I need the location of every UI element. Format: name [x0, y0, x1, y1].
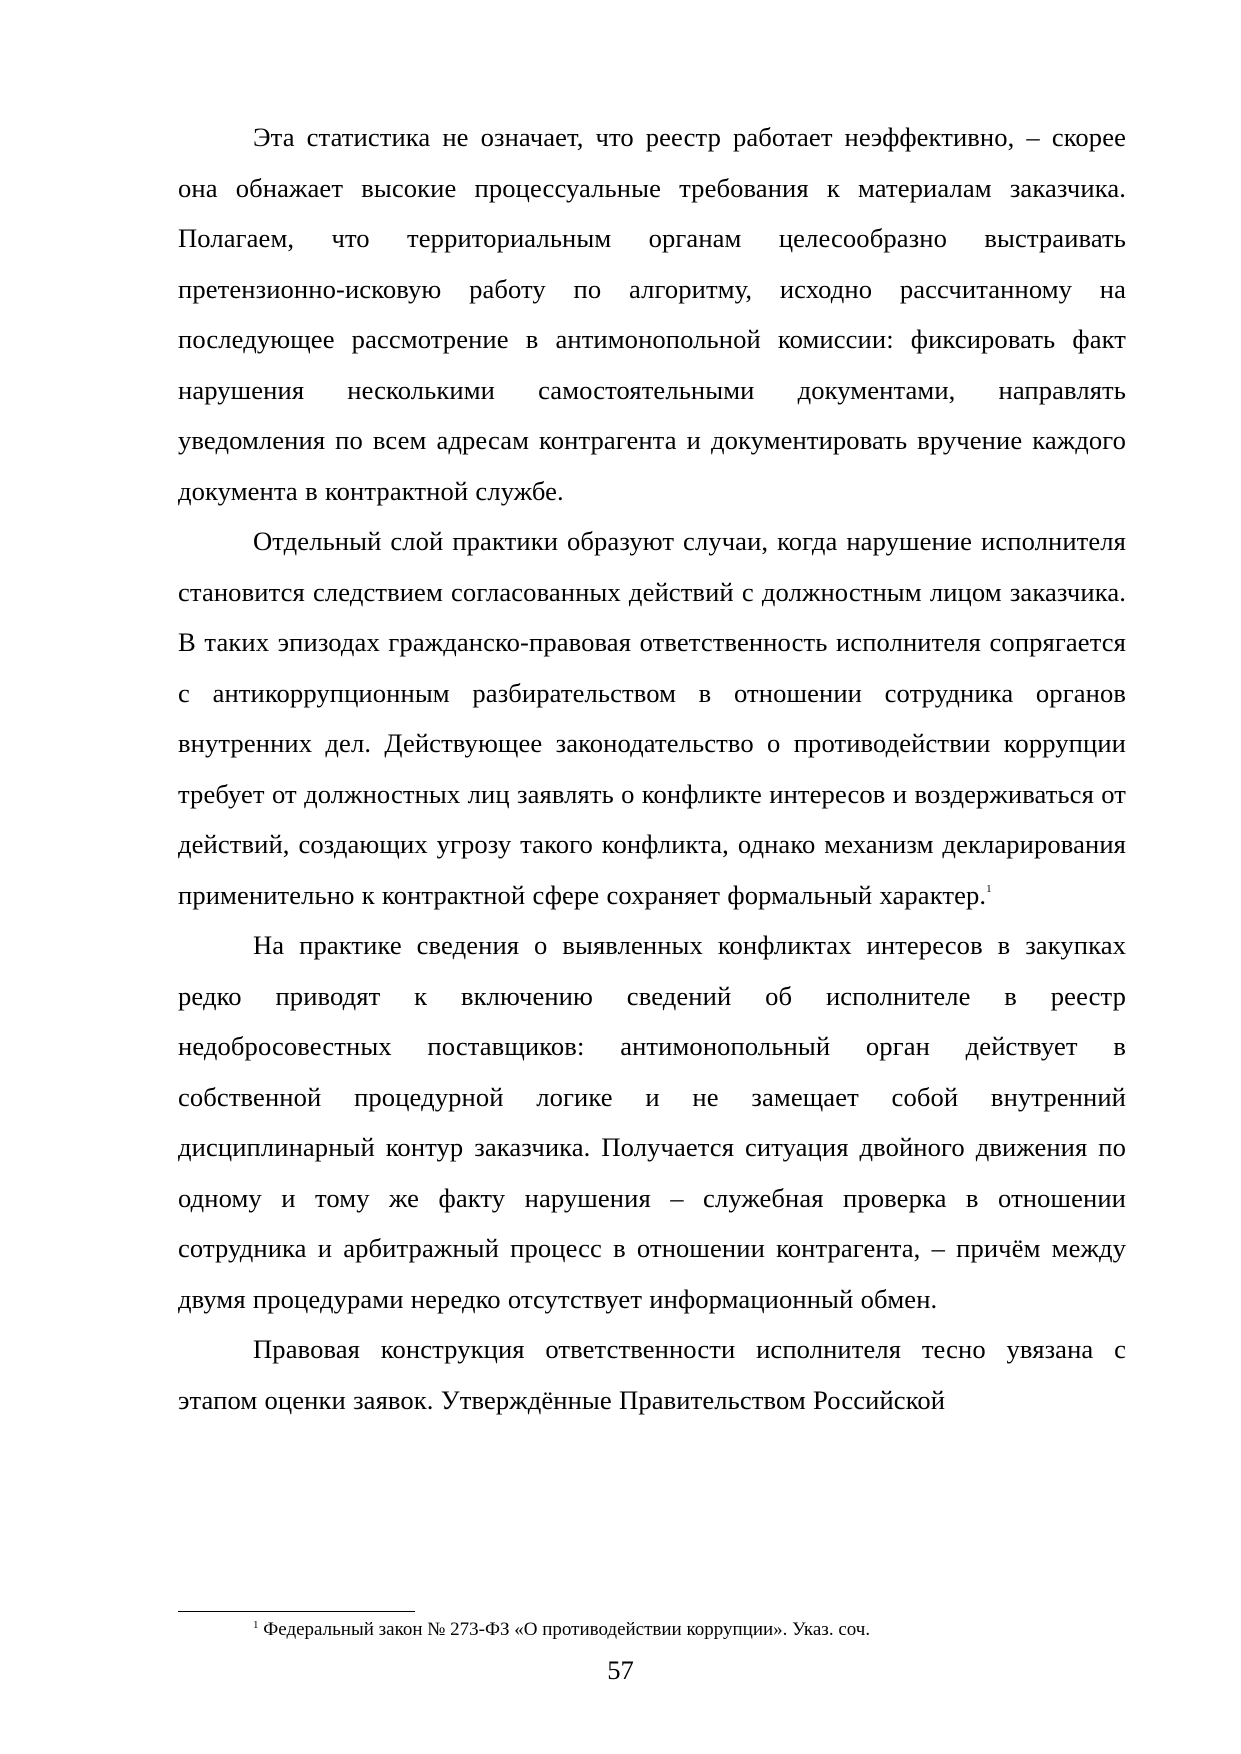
- footnote-separator: [178, 1611, 415, 1612]
- paragraph: [178, 1324, 1126, 1425]
- paragraph-text: На практике сведения о выявленных конфликтах интересов в закупках редко приводят к включению сведений об исполнителе в реестр недобросовестных поставщиков: антимонопольный орган действует в собственной процедурной логике и не замещает собой внутренний дисциплинарный контур заказчика. Получается ситуация двойного движения по одному и тому же факту нарушения – служебная проверка в отношении сотрудника и арбитражный процесс в отношении контрагента, – причём между двумя процедурами нередко отсутствует информационный обмен.: [178, 930, 1126, 1314]
- page-number: 57: [607, 1655, 634, 1685]
- paragraph-text: Эта статистика не означает, что реестр работает неэффективно, – скорее она обнажает высокие процессуальные требования к материалам заказчика. Полагаем, что территориальным органам целесообразно выстраивать претензионно-исковую работу по алгоритму, исходно рассчитанному на последующее рассмотрение в антимонопольной комиссии: фиксировать факт нарушения несколькими самостоятельными документами, направлять уведомления по всем адресам контрагента и документировать вручение каждого документа в контрактной службе.: [178, 122, 1126, 506]
- paragraph: [178, 516, 1126, 920]
- paragraph-text: Отдельный слой практики образуют случаи, когда нарушение исполнителя становится следствием согласованных действий с должностным лицом заказчика. В таких эпизодах гражданско-правовая ответственность исполнителя сопрягается с антикоррупционным разбирательством в отношении сотрудника органов внутренних дел. Действующее законодательство о противодействии коррупции требует от должностных лиц заявлять о конфликте интересов и воздерживаться от действий, создающих угрозу такого конфликта, однако механизм декларирования применительно к контрактной сфере сохраняет формальный характер.: [178, 526, 1126, 910]
- footnote: [178, 1617, 1126, 1643]
- body-text: [178, 112, 1126, 1425]
- footnote-mark: 1: [253, 1619, 259, 1631]
- paragraph: [178, 112, 1126, 516]
- footnote-text: Федеральный закон № 273-ФЗ «О противодействии коррупции». Указ. соч.: [263, 1619, 871, 1640]
- paragraph: [178, 920, 1126, 1324]
- paragraph-text: Правовая конструкция ответственности исполнителя тесно увязана с этапом оценки заявок. Утверждённые Правительством Российской: [178, 1334, 1126, 1415]
- footnote-reference[interactable]: 1: [986, 882, 992, 895]
